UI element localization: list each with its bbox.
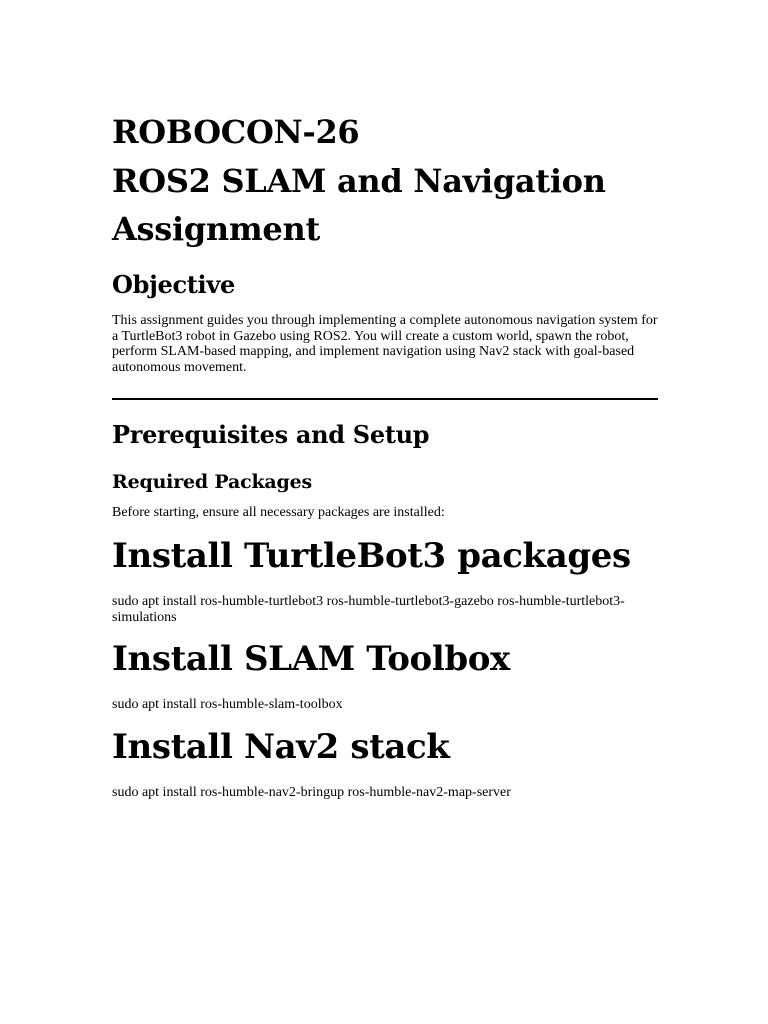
document-title [112, 108, 658, 254]
required-packages-heading: Required Packages [112, 471, 312, 493]
install-turtlebot3-heading: Install TurtleBot3 packages [112, 536, 631, 576]
title-line-3: Assignment [112, 210, 320, 248]
objective-heading: Objective [112, 270, 235, 299]
objective-paragraph: This assignment guides you through implementing a complete autonomous navigation system for a TurtleBot3 robot in Gazebo using ROS2. You will create a custom world, spawn the robot, perform SLAM-based mapping, and implement navigation using Nav2 stack with goal-based autonomous movement. [112, 313, 658, 375]
prerequisites-heading: Prerequisites and Setup [112, 420, 430, 449]
install-nav2-heading: Install Nav2 stack [112, 727, 450, 767]
install-slam-toolbox-command: sudo apt install ros-humble-slam-toolbox [112, 697, 343, 712]
install-turtlebot3-command: sudo apt install ros-humble-turtlebot3 ros-humble-turtlebot3-gazebo ros-humble-turtlebot3-simulations [112, 594, 625, 625]
install-nav2-command: sudo apt install ros-humble-nav2-bringup ros-humble-nav2-map-server [112, 785, 511, 800]
title-line-1: ROBOCON-26 [112, 113, 360, 151]
title-line-2: ROS2 SLAM and Navigation [112, 161, 606, 200]
install-slam-toolbox-heading: Install SLAM Toolbox [112, 639, 510, 679]
horizontal-rule [112, 398, 658, 400]
prerequisites-intro: Before starting, ensure all necessary packages are installed: [112, 505, 445, 520]
